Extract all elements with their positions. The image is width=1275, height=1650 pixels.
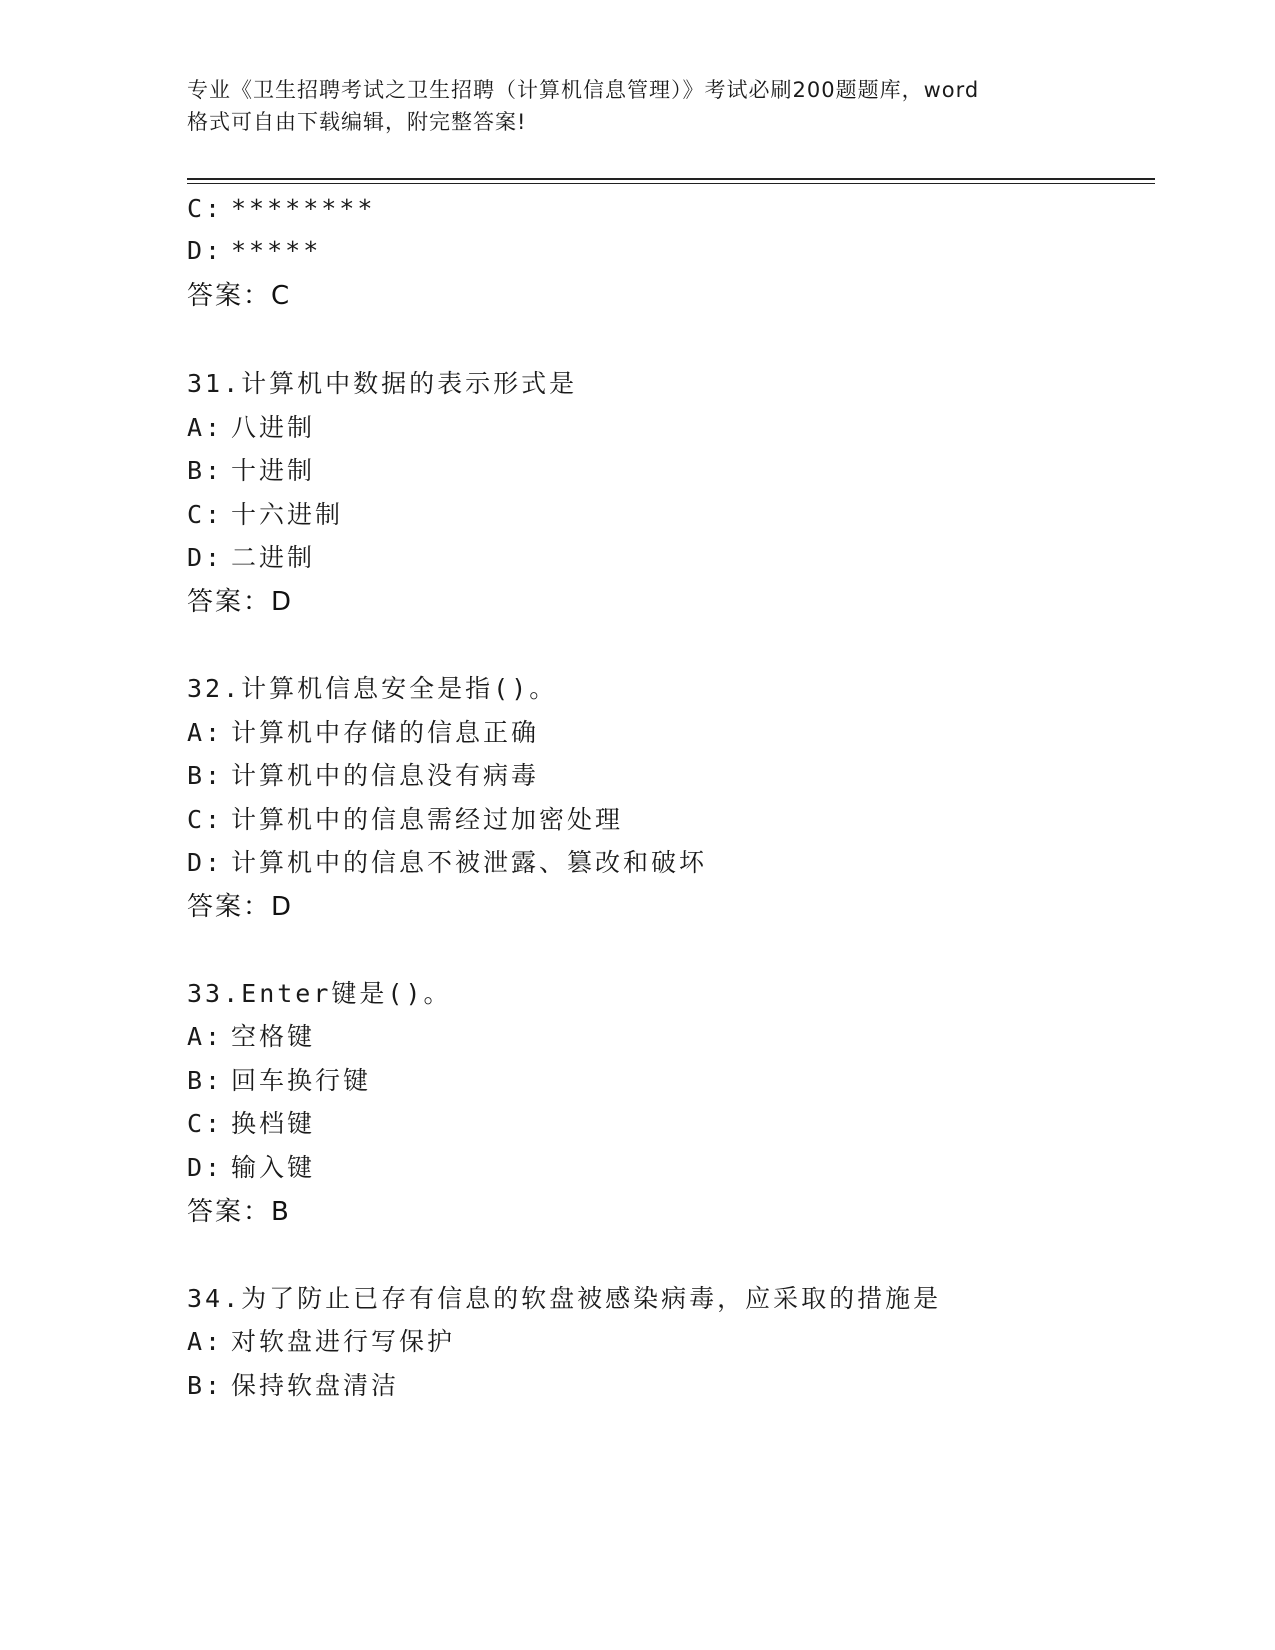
document-header <box>187 74 1087 138</box>
question-stem: 34.为了防止已存有信息的软盘被感染病毒，应采取的措施是 <box>187 1284 942 1313</box>
header-line-1: 专业《卫生招聘考试之卫生招聘（计算机信息管理）》考试必刷200题题库，word <box>187 78 980 102</box>
question-stem: 32.计算机信息安全是指()。 <box>187 674 558 703</box>
answer: 答案：D <box>187 892 294 922</box>
option-c: C: ******** <box>187 194 376 223</box>
option-c: C: 十六进制 <box>187 500 344 529</box>
option-c: C: 计算机中的信息需经过加密处理 <box>187 805 624 834</box>
option-c: C: 换档键 <box>187 1109 316 1138</box>
option-d: D: 计算机中的信息不被泄露、篡改和破坏 <box>187 848 708 877</box>
header-divider <box>187 178 1155 180</box>
option-b: B: 保持软盘清洁 <box>187 1371 400 1400</box>
answer: 答案：D <box>187 587 294 617</box>
option-d: D: 输入键 <box>187 1153 316 1182</box>
option-b: B: 十进制 <box>187 456 316 485</box>
header-divider-thin <box>187 183 1155 184</box>
option-a: A: 计算机中存储的信息正确 <box>187 718 540 747</box>
answer: 答案：B <box>187 1197 291 1227</box>
option-d: D: ***** <box>187 236 322 265</box>
question-stem: 33.Enter键是()。 <box>187 979 452 1008</box>
answer: 答案：C <box>187 281 292 311</box>
option-a: A: 对软盘进行写保护 <box>187 1327 456 1356</box>
option-a: A: 八进制 <box>187 413 316 442</box>
question-stem: 31.计算机中数据的表示形式是 <box>187 369 578 398</box>
option-a: A: 空格键 <box>187 1022 316 1051</box>
option-b: B: 回车换行键 <box>187 1066 372 1095</box>
option-b: B: 计算机中的信息没有病毒 <box>187 761 540 790</box>
header-line-2: 格式可自由下载编辑，附完整答案! <box>187 110 527 134</box>
option-d: D: 二进制 <box>187 543 316 572</box>
